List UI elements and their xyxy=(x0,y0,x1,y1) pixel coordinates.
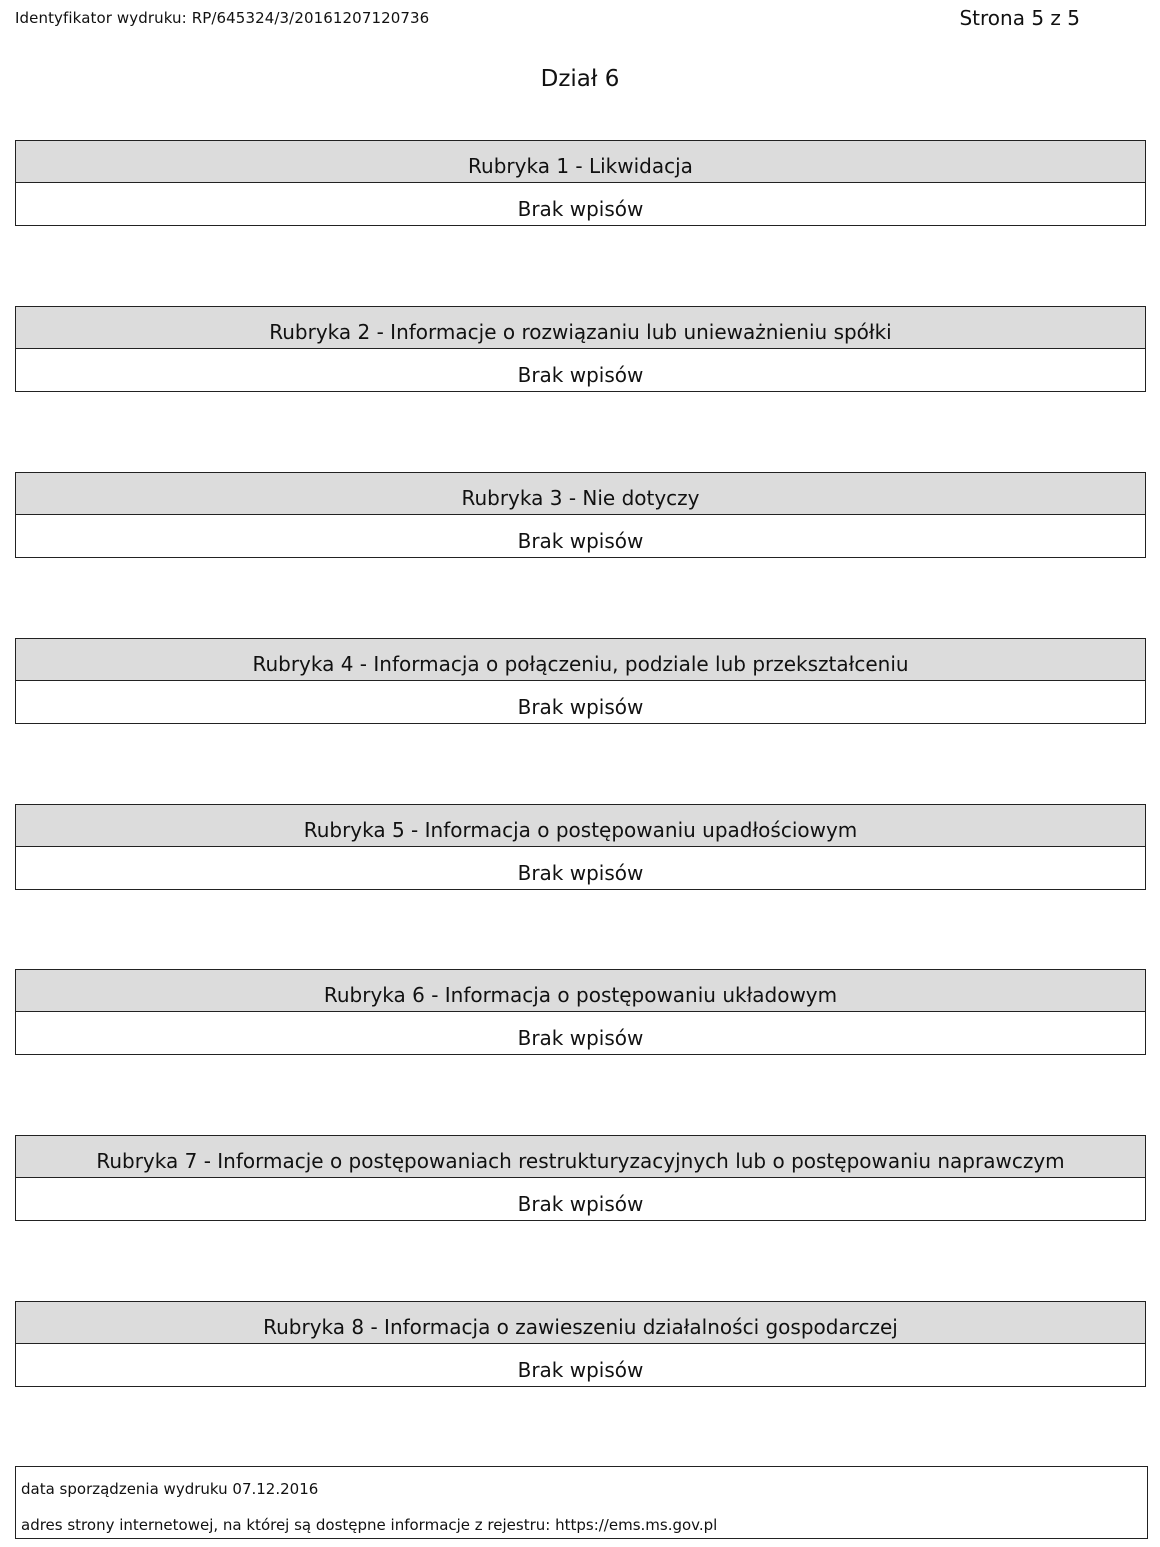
rubryka-7 xyxy=(15,1135,1146,1221)
rubryka-3-content: Brak wpisów xyxy=(517,529,644,553)
section-title: Dział 6 xyxy=(540,66,620,92)
rubryka-5 xyxy=(15,804,1146,890)
page-number: Strona 5 z 5 xyxy=(959,6,1080,30)
rubryka-8 xyxy=(15,1301,1146,1387)
rubryka-6 xyxy=(15,969,1146,1055)
rubryka-4 xyxy=(15,638,1146,724)
print-identifier: Identyfikator wydruku: RP/645324/3/20161207120736 xyxy=(15,9,430,27)
rubryka-8-content: Brak wpisów xyxy=(517,1358,644,1382)
rubryka-3 xyxy=(15,472,1146,558)
rubryka-3-title: Rubryka 3 - Nie dotyczy xyxy=(16,473,1145,515)
rubryka-5-title: Rubryka 5 - Informacja o postępowaniu upadłościowym xyxy=(16,805,1145,847)
rubryka-2-title: Rubryka 2 - Informacje o rozwiązaniu lub unieważnieniu spółki xyxy=(16,307,1145,349)
rubryka-5-content: Brak wpisów xyxy=(517,861,644,885)
rubryka-4-content: Brak wpisów xyxy=(517,695,644,719)
rubryka-7-content: Brak wpisów xyxy=(517,1192,644,1216)
rubryka-1-content: Brak wpisów xyxy=(517,197,644,221)
rubryka-6-content: Brak wpisów xyxy=(517,1026,644,1050)
rubryka-7-title: Rubryka 7 - Informacje o postępowaniach restrukturyzacyjnych lub o postępowaniu naprawczym xyxy=(16,1136,1145,1178)
rubryka-1 xyxy=(15,140,1146,226)
rubryka-6-title: Rubryka 6 - Informacja o postępowaniu układowym xyxy=(16,970,1145,1012)
rubryka-4-title: Rubryka 4 - Informacja o połączeniu, podziale lub przekształceniu xyxy=(16,639,1145,681)
rubryka-8-title: Rubryka 8 - Informacja o zawieszeniu działalności gospodarczej xyxy=(16,1302,1145,1344)
registry-website: adres strony internetowej, na której są dostępne informacje z rejestru: https://ems.ms.gov.pl xyxy=(21,1516,718,1534)
rubryka-2 xyxy=(15,306,1146,392)
footer-box xyxy=(15,1466,1148,1539)
print-date: data sporządzenia wydruku 07.12.2016 xyxy=(21,1480,319,1498)
rubryka-2-content: Brak wpisów xyxy=(517,363,644,387)
rubryka-1-title: Rubryka 1 - Likwidacja xyxy=(16,141,1145,183)
